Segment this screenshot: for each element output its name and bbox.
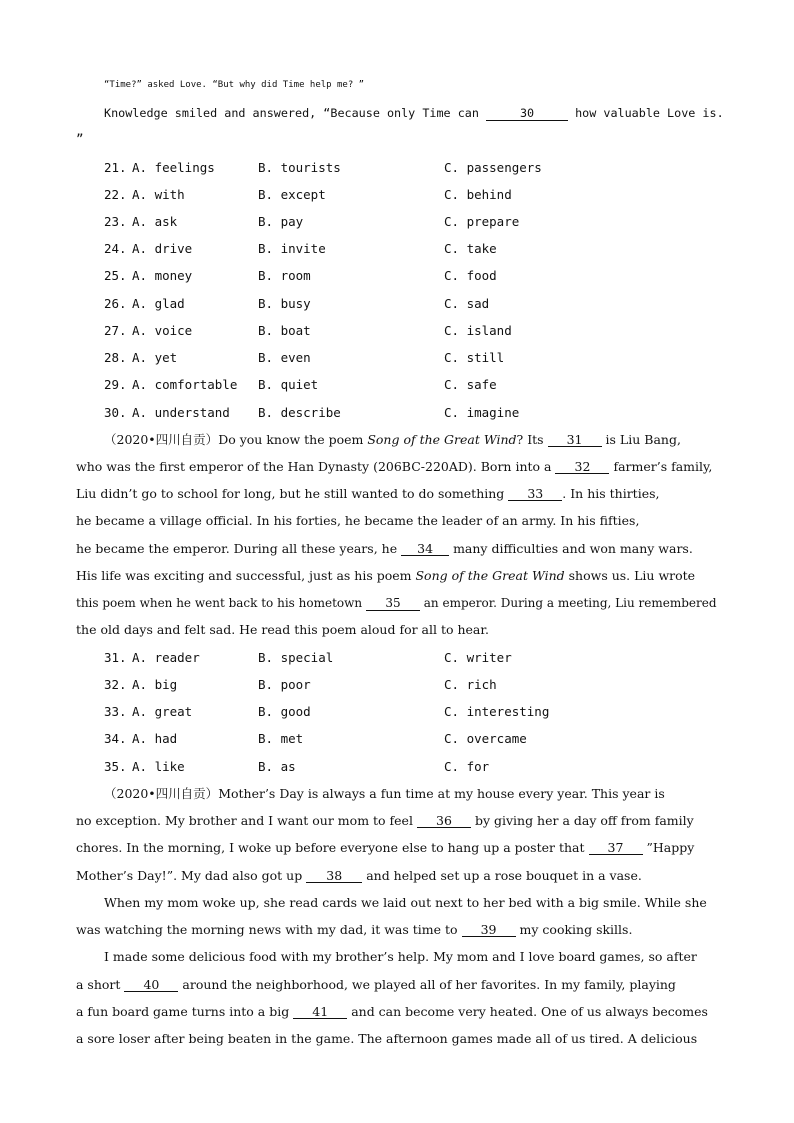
- option-c[interactable]: C. island: [444, 323, 512, 338]
- passage2-text: an emperor. During a meeting, Liu remembered: [423, 596, 717, 610]
- blank-31: 31: [548, 433, 602, 447]
- option-b[interactable]: B. describe: [258, 405, 341, 420]
- blank-37: 37: [589, 841, 643, 855]
- option-a[interactable]: A. comfortable: [132, 377, 238, 392]
- question-number: 27.: [104, 323, 127, 338]
- passage2-text: farmer’s family,: [613, 459, 713, 474]
- passage2-text: His life was exciting and successful, just as his poem: [76, 568, 416, 583]
- option-a[interactable]: A. ask: [132, 214, 178, 229]
- question-number: 28.: [104, 350, 127, 365]
- option-row: [104, 650, 704, 666]
- option-c[interactable]: C. imagine: [444, 405, 520, 420]
- question-number: 34.: [104, 731, 127, 746]
- option-row: [104, 160, 704, 176]
- question-number: 29.: [104, 377, 127, 392]
- option-row: [104, 350, 704, 366]
- option-b[interactable]: B. pay: [258, 214, 304, 229]
- closing-quote: ”: [76, 131, 84, 146]
- story-line-2: [104, 105, 722, 121]
- option-c[interactable]: C. rich: [444, 677, 497, 692]
- passage3-text: Mother’s Day!”. My dad also got up: [76, 868, 303, 883]
- source-tag: （2020•四川自贡）: [104, 786, 219, 801]
- passage3-text: Mother’s Day is always a fun time at my house every year. This year is: [218, 786, 665, 801]
- passage3-text: by giving her a day off from family: [474, 813, 694, 828]
- passage3-text: and can become very heated. One of us always becomes: [351, 1004, 708, 1019]
- option-row: [104, 241, 704, 257]
- option-a[interactable]: A. glad: [132, 296, 185, 311]
- option-a[interactable]: A. had: [132, 731, 178, 746]
- passage2-text: . In his thirties,: [562, 486, 660, 501]
- passage3-line-1: [104, 786, 722, 802]
- option-b[interactable]: B. met: [258, 731, 304, 746]
- question-number: 22.: [104, 187, 127, 202]
- option-row: [104, 323, 704, 339]
- option-a[interactable]: A. yet: [132, 350, 178, 365]
- option-a[interactable]: A. feelings: [132, 160, 215, 175]
- passage2-text: who was the first emperor of the Han Dynasty (206BC-220AD). Born into a: [76, 459, 552, 474]
- passage3-line-2: [76, 813, 722, 829]
- option-c[interactable]: C. safe: [444, 377, 497, 392]
- passage2-line-7: [76, 595, 722, 611]
- option-c[interactable]: C. sad: [444, 296, 490, 311]
- option-row: [104, 296, 704, 312]
- passage2-line-5: [76, 541, 722, 557]
- passage3-text: a short: [76, 977, 121, 992]
- option-b[interactable]: B. poor: [258, 677, 311, 692]
- option-row: [104, 677, 704, 693]
- option-row: [104, 731, 704, 747]
- option-b[interactable]: B. even: [258, 350, 311, 365]
- option-a[interactable]: A. great: [132, 704, 193, 719]
- option-row: [104, 187, 704, 203]
- option-a[interactable]: A. like: [132, 759, 185, 774]
- option-a[interactable]: A. reader: [132, 650, 200, 665]
- story-line-3: [76, 131, 722, 147]
- passage3-text: a sore loser after being beaten in the game. The afternoon games made all of us tired. A delicious: [76, 1031, 698, 1046]
- blank-40: 40: [124, 978, 178, 992]
- passage3-line-7: [104, 949, 722, 965]
- passage3-text: ”Happy: [646, 840, 695, 855]
- passage2-text: many difficulties and won many wars.: [453, 541, 693, 556]
- question-number: 32.: [104, 677, 127, 692]
- passage2-line-1: [104, 432, 722, 448]
- option-c[interactable]: C. overcame: [444, 731, 527, 746]
- passage2-line-4: [76, 513, 722, 529]
- option-row: [104, 759, 704, 775]
- blank-33: 33: [508, 487, 562, 501]
- option-c[interactable]: C. behind: [444, 187, 512, 202]
- option-row: [104, 214, 704, 230]
- passage3-text: around the neighborhood, we played all of her favorites. In my family, playing: [182, 977, 676, 992]
- blank-36: 36: [417, 814, 471, 828]
- passage2-line-3: [76, 486, 722, 502]
- question-number: 26.: [104, 296, 127, 311]
- option-b[interactable]: B. tourists: [258, 160, 341, 175]
- option-b[interactable]: B. good: [258, 704, 311, 719]
- source-tag: （2020•四川自贡）: [104, 432, 219, 447]
- passage2-text: Liu didn’t go to school for long, but he still wanted to do something: [76, 486, 505, 501]
- option-row: [104, 704, 704, 720]
- option-b[interactable]: B. boat: [258, 323, 311, 338]
- blank-35: 35: [366, 597, 420, 611]
- question-number: 21.: [104, 160, 127, 175]
- passage2-line-2: [76, 459, 722, 475]
- blank-30: 30: [486, 107, 568, 121]
- poem-title: Song of the Great Wind: [367, 432, 517, 447]
- option-b[interactable]: B. busy: [258, 296, 311, 311]
- blank-34: 34: [401, 542, 449, 556]
- option-a[interactable]: A. understand: [132, 405, 230, 420]
- option-row: [104, 377, 704, 393]
- blank-39: 39: [462, 923, 516, 937]
- story-line-2-post: how valuable Love is.: [575, 106, 724, 120]
- option-c[interactable]: C. interesting: [444, 704, 550, 719]
- option-b[interactable]: B. as: [258, 759, 296, 774]
- passage2-text: ? Its: [516, 432, 544, 447]
- option-c[interactable]: C. passengers: [444, 160, 542, 175]
- question-number: 33.: [104, 704, 127, 719]
- blank-41: 41: [293, 1005, 347, 1019]
- passage3-line-8: [76, 977, 722, 993]
- passage3-text: my cooking skills.: [519, 922, 633, 937]
- question-number: 30.: [104, 405, 127, 420]
- passage3-text: no exception. My brother and I want our mom to feel: [76, 813, 413, 828]
- question-number: 35.: [104, 759, 127, 774]
- passage2-text: this poem when he went back to his hometown: [76, 596, 363, 610]
- option-b[interactable]: B. room: [258, 268, 311, 283]
- option-row: [104, 405, 704, 421]
- option-c[interactable]: C. take: [444, 241, 497, 256]
- option-b[interactable]: B. invite: [258, 241, 326, 256]
- poem-title: Song of the Great Wind: [415, 568, 565, 583]
- option-c[interactable]: C. for: [444, 759, 490, 774]
- question-number: 23.: [104, 214, 127, 229]
- option-c[interactable]: C. prepare: [444, 214, 520, 229]
- passage2-text: he became a village official. In his forties, he became the leader of an army. In his fifties,: [76, 513, 640, 528]
- option-a[interactable]: A. drive: [132, 241, 193, 256]
- passage3-line-9: [76, 1004, 722, 1020]
- passage2-text: the old days and felt sad. He read this poem aloud for all to hear.: [76, 622, 489, 637]
- blank-38: 38: [306, 869, 362, 883]
- passage3-text: chores. In the morning, I woke up before everyone else to hang up a poster that: [76, 840, 585, 855]
- option-a[interactable]: A. with: [132, 187, 185, 202]
- story-line-2-pre: Knowledge smiled and answered, “Because only Time can: [104, 106, 479, 120]
- story-line-1: [104, 77, 750, 93]
- passage2-text: shows us. Liu wrote: [564, 568, 696, 583]
- option-c[interactable]: C. writer: [444, 650, 512, 665]
- option-a[interactable]: A. big: [132, 677, 178, 692]
- option-a[interactable]: A. money: [132, 268, 193, 283]
- passage3-text: When my mom woke up, she read cards we laid out next to her bed with a big smile. While she: [104, 895, 707, 910]
- option-b[interactable]: B. special: [258, 650, 334, 665]
- passage2-text: Do you know the poem: [218, 432, 368, 447]
- option-a[interactable]: A. voice: [132, 323, 193, 338]
- passage3-text: a fun board game turns into a big: [76, 1004, 290, 1019]
- question-number: 31.: [104, 650, 127, 665]
- passage3-text: and helped set up a rose bouquet in a vase.: [366, 868, 642, 883]
- option-b[interactable]: B. except: [258, 187, 326, 202]
- option-b[interactable]: B. quiet: [258, 377, 319, 392]
- option-c[interactable]: C. food: [444, 268, 497, 283]
- option-row: [104, 268, 704, 284]
- option-c[interactable]: C. still: [444, 350, 505, 365]
- passage3-line-5: [104, 895, 722, 911]
- passage3-line-6: [76, 922, 722, 938]
- passage2-text: he became the emperor. During all these years, he: [76, 541, 398, 556]
- passage2-text: is Liu Bang,: [605, 432, 681, 447]
- passage3-line-4: [76, 868, 722, 884]
- passage2-line-8: [76, 622, 722, 638]
- passage3-text: was watching the morning news with my dad, it was time to: [76, 922, 458, 937]
- question-number: 25.: [104, 268, 127, 283]
- passage3-text: I made some delicious food with my brother’s help. My mom and I love board games, so after: [104, 949, 697, 964]
- passage2-line-6: [76, 568, 722, 584]
- story-line-1-text: “Time?” asked Love. “But why did Time help me? ”: [104, 80, 365, 90]
- passage3-line-10: [76, 1031, 722, 1047]
- passage3-line-3: [76, 840, 722, 856]
- blank-32: 32: [555, 460, 609, 474]
- question-number: 24.: [104, 241, 127, 256]
